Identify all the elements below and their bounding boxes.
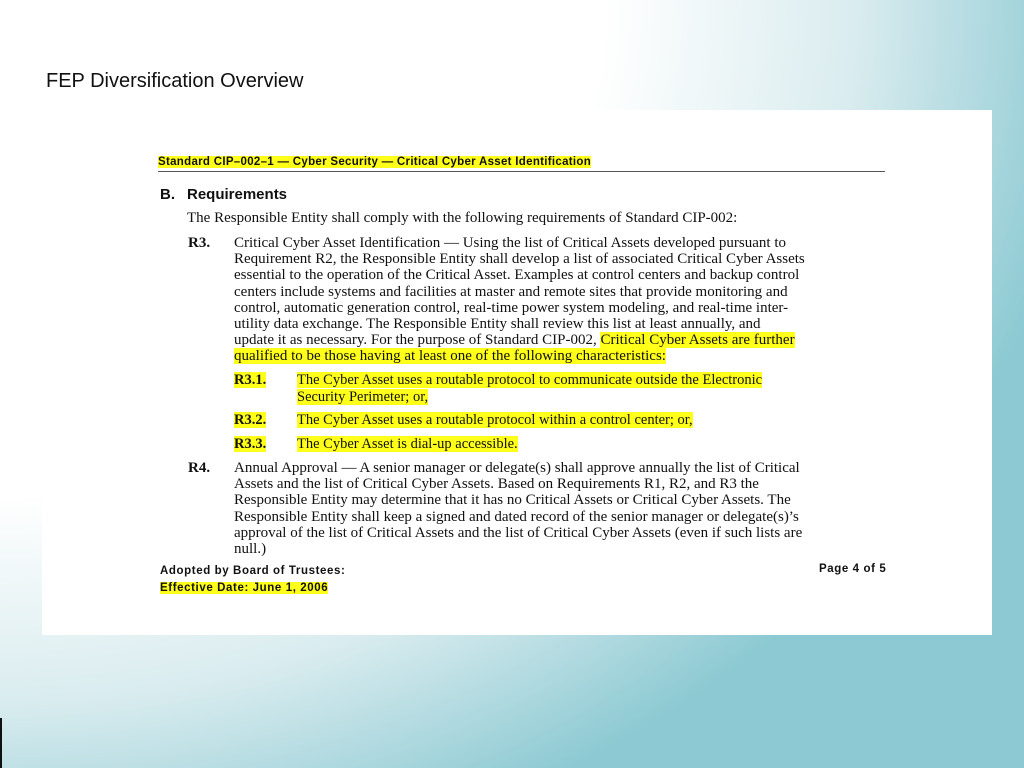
section-letter: B. <box>160 186 175 203</box>
r3-3-line1: The Cyber Asset is dial-up accessible. <box>297 436 518 452</box>
r3-1-line <box>297 372 762 389</box>
intro-paragraph: The Responsible Entity shall comply with the following requirements of Standard CIP-002: <box>187 210 738 226</box>
slide-edge-marker <box>0 718 2 768</box>
r3-line7-highlight: Critical Cyber Assets are further <box>600 332 795 349</box>
r3-line: Requirement R2, the Responsible Entity shall develop a list of associated Critical Cyber Assets <box>234 251 805 268</box>
r3-line <box>234 332 896 348</box>
header-divider <box>158 171 885 172</box>
requirement-r3-1-label <box>234 372 266 389</box>
r4-line: Assets and the list of Critical Cyber Assets. Based on Requirements R1, R2, and R3 the <box>234 476 759 493</box>
slide-title: FEP Diversification Overview <box>46 70 304 92</box>
requirement-r3-1-body <box>297 372 762 405</box>
r3-line: Critical Cyber Asset Identification — Using the list of Critical Assets developed pursuant to <box>234 235 786 251</box>
requirement-r3-2-body <box>297 412 693 429</box>
r4-line: approval of the list of Critical Assets and the list of Critical Cyber Assets (even if such lists are <box>234 524 803 541</box>
r3-2-line1: The Cyber Asset uses a routable protocol within a control center; or, <box>297 412 693 428</box>
document-footer-left <box>160 563 345 596</box>
adopted-label: Adopted by Board of Trustees: <box>160 565 346 577</box>
r4-line: null.) <box>234 541 267 558</box>
r3-1-label-text: R3.1. <box>234 372 267 388</box>
r3-1-line2: Security Perimeter; or, <box>297 388 429 405</box>
r3-3-label-text: R3.3. <box>234 436 267 452</box>
requirement-r3-label: R3. <box>188 235 211 251</box>
r3-line7-text: update it as necessary. For the purpose of Standard CIP-002, <box>234 332 601 349</box>
requirement-r3-3-label <box>234 436 266 453</box>
r3-line: centers include systems and facilities at master and remote sites that provide monitoring and <box>234 283 788 300</box>
section-title: Requirements <box>187 186 288 203</box>
r4-line: Annual Approval — A senior manager or delegate(s) shall approve annually the list of Critical <box>234 460 800 476</box>
r3-line: essential to the operation of the Critical Asset. Examples at control centers and backup control <box>234 267 800 284</box>
r3-line: control, automatic generation control, real-time power system modeling, and real-time inter- <box>234 299 789 316</box>
effective-date: Effective Date: June 1, 2006 <box>160 581 329 594</box>
r3-line <box>234 348 896 364</box>
standard-header <box>158 156 591 168</box>
r4-line: Responsible Entity may determine that it has no Critical Assets or Critical Cyber Assets. The <box>234 492 791 509</box>
r3-line8-highlight: qualified to be those having at least one of the following characteristics: <box>234 348 666 365</box>
effective-date-line <box>160 580 345 597</box>
r3-1-line <box>297 389 762 406</box>
section-heading <box>160 186 287 203</box>
requirement-r3-body <box>234 235 896 365</box>
requirement-r4-label: R4. <box>188 460 211 476</box>
r4-line: Responsible Entity shall keep a signed and dated record of the senior manager or delegate(s)’s <box>234 508 799 525</box>
requirement-r4-body <box>234 460 896 557</box>
page-number: Page 4 of 5 <box>819 563 887 575</box>
requirement-r3-2-label <box>234 412 266 429</box>
r3-line: utility data exchange. The Responsible Entity shall review this list at least annually, and <box>234 316 761 333</box>
standard-header-text: Standard CIP–002–1 — Cyber Security — Critical Cyber Asset Identification <box>158 156 592 168</box>
r3-1-line1: The Cyber Asset uses a routable protocol to communicate outside the Electronic <box>297 372 763 388</box>
requirement-r3-3-body <box>297 436 518 453</box>
r3-2-label-text: R3.2. <box>234 412 267 428</box>
